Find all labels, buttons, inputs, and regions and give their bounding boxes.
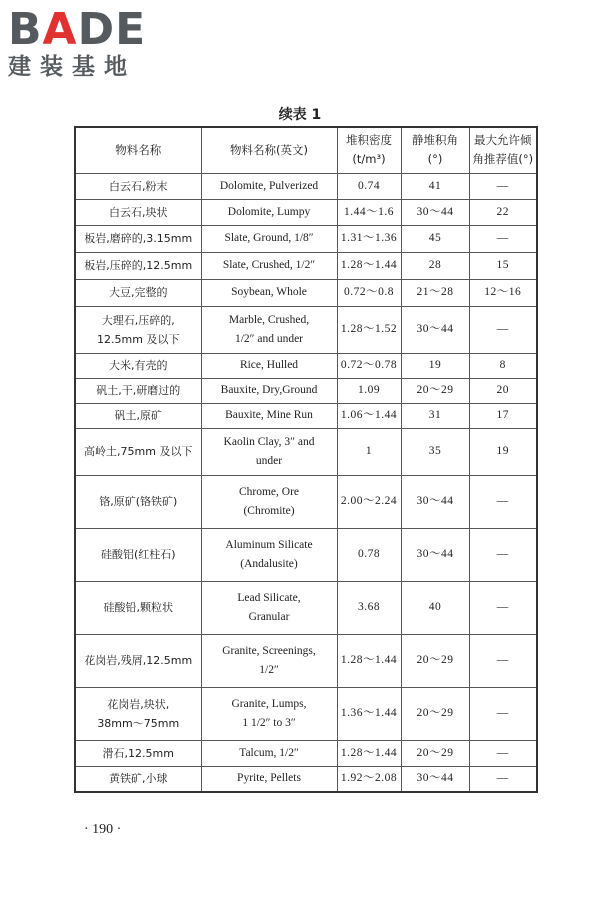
cell-name-en xyxy=(201,173,337,199)
cell-name-en-line: (Andalusite) xyxy=(240,557,298,570)
cell-name-cn xyxy=(75,428,201,475)
cell-density: 1.09 xyxy=(337,378,401,403)
cell-max-incline: 12～16 xyxy=(469,279,537,306)
cell-name-cn xyxy=(75,528,201,581)
cell-name-en xyxy=(201,306,337,353)
cell-name-en xyxy=(201,353,337,378)
cell-density: 3.68 xyxy=(337,581,401,634)
table-row xyxy=(75,634,537,687)
cell-name-en-line: Slate, Crushed, 1/2″ xyxy=(222,259,316,271)
table-row xyxy=(75,252,537,279)
table-row xyxy=(75,475,537,528)
cell-name-cn-line: 板岩,压碎的,12.5mm xyxy=(84,259,193,272)
cell-name-en-line: Kaolin Clay, 3″ and xyxy=(223,435,315,448)
cell-name-cn xyxy=(75,252,201,279)
cell-max-incline: — xyxy=(469,581,537,634)
brand-logo xyxy=(8,6,178,80)
cell-name-en xyxy=(201,687,337,740)
cell-repose-angle: 40 xyxy=(401,581,469,634)
header-angle-line1: 静堆积角 xyxy=(412,133,458,148)
cell-name-en-line: Dolomite, Pulverized xyxy=(219,179,319,192)
cell-name-cn xyxy=(75,634,201,687)
table-row xyxy=(75,173,537,199)
cell-name-en xyxy=(201,766,337,792)
cell-name-cn-line: 白云石,粉末 xyxy=(109,179,168,193)
cell-name-en-line: Dolomite, Lumpy xyxy=(227,205,311,218)
cell-max-incline: — xyxy=(469,634,537,687)
cell-name-en-line: Chrome, Ore xyxy=(238,485,300,498)
cell-name-en-line: Rice, Hulled xyxy=(239,359,299,371)
cell-density: 1.31～1.36 xyxy=(337,225,401,252)
cell-name-en xyxy=(201,581,337,634)
material-properties-table xyxy=(74,126,538,793)
cell-repose-angle: 20～29 xyxy=(401,687,469,740)
cell-name-en-line: Lead Silicate, xyxy=(237,591,301,604)
cell-max-incline: 8 xyxy=(469,353,537,378)
cell-name-cn xyxy=(75,740,201,766)
cell-name-en xyxy=(201,528,337,581)
cell-name-en xyxy=(201,279,337,306)
cell-name-cn-line: 矾土,原矿 xyxy=(114,409,162,422)
table-row xyxy=(75,199,537,225)
cell-name-cn xyxy=(75,687,201,740)
cell-max-incline: — xyxy=(469,306,537,353)
table-row xyxy=(75,428,537,475)
cell-max-incline: 19 xyxy=(469,428,537,475)
cell-name-cn xyxy=(75,199,201,225)
cell-name-en-line: Granite, Lumps, xyxy=(231,697,307,710)
table-row xyxy=(75,687,537,740)
cell-max-incline: 17 xyxy=(469,403,537,428)
cell-name-cn xyxy=(75,173,201,199)
cell-name-en-line: Slate, Ground, 1/8″ xyxy=(224,232,314,244)
table-title: 续表 1 xyxy=(278,107,322,123)
cell-density: 1.44～1.6 xyxy=(337,199,401,225)
logo-wordmark xyxy=(8,6,178,54)
cell-name-cn-line: 硅酸铝(红柱石) xyxy=(100,548,176,561)
table-row xyxy=(75,740,537,766)
cell-max-incline: — xyxy=(469,173,537,199)
cell-name-en xyxy=(201,740,337,766)
cell-density: 0.72～0.8 xyxy=(337,279,401,306)
logo-letter-a: A xyxy=(42,4,78,55)
header-incline-line2: 角推荐值(°) xyxy=(472,152,534,167)
cell-name-cn-line: 滑石,12.5mm xyxy=(102,746,174,760)
cell-repose-angle: 35 xyxy=(401,428,469,475)
cell-density: 1.28～1.44 xyxy=(337,634,401,687)
table-row xyxy=(75,403,537,428)
header-name-en: 物料名称(英文) xyxy=(201,127,337,173)
cell-name-en-line: (Chromite) xyxy=(243,504,295,517)
cell-name-en-line: 1/2″ xyxy=(259,663,279,676)
cell-name-en-line: Granite, Screenings, xyxy=(222,644,316,657)
table-row xyxy=(75,766,537,792)
cell-name-cn xyxy=(75,378,201,403)
table-row xyxy=(75,353,537,378)
cell-name-en-line: Bauxite, Dry,Ground xyxy=(220,384,318,396)
page-number: · 190 · xyxy=(84,822,122,837)
cell-name-en xyxy=(201,199,337,225)
cell-name-en xyxy=(201,634,337,687)
cell-name-en xyxy=(201,252,337,279)
cell-name-en-line: 1/2″ and under xyxy=(234,332,304,345)
cell-repose-angle: 20～29 xyxy=(401,740,469,766)
table-row xyxy=(75,581,537,634)
cell-name-cn xyxy=(75,403,201,428)
cell-name-cn xyxy=(75,353,201,378)
cell-density: 1.06～1.44 xyxy=(337,403,401,428)
cell-max-incline: — xyxy=(469,766,537,792)
cell-max-incline: 20 xyxy=(469,378,537,403)
logo-subtitle: 建装基地 xyxy=(8,54,136,80)
cell-density: 1.28～1.52 xyxy=(337,306,401,353)
cell-density: 1.92～2.08 xyxy=(337,766,401,792)
cell-density: 1.28～1.44 xyxy=(337,740,401,766)
header-repose-angle xyxy=(401,127,469,173)
cell-name-cn xyxy=(75,475,201,528)
cell-repose-angle: 19 xyxy=(401,353,469,378)
cell-repose-angle: 20～29 xyxy=(401,634,469,687)
cell-repose-angle: 20～29 xyxy=(401,378,469,403)
logo-letters-de: DE xyxy=(77,4,147,55)
header-angle-line2: (°) xyxy=(427,152,443,167)
cell-name-cn xyxy=(75,306,201,353)
cell-name-cn-line: 高岭土,75mm 及以下 xyxy=(84,445,193,458)
cell-repose-angle: 28 xyxy=(401,252,469,279)
cell-repose-angle: 30～44 xyxy=(401,199,469,225)
cell-density: 2.00～2.24 xyxy=(337,475,401,528)
header-max-incline xyxy=(469,127,537,173)
cell-name-en xyxy=(201,225,337,252)
cell-repose-angle: 30～44 xyxy=(401,766,469,792)
header-density-line2: (t/m³) xyxy=(352,152,386,167)
cell-repose-angle: 30～44 xyxy=(401,528,469,581)
cell-name-en-line: 1 1/2″ to 3″ xyxy=(242,716,296,729)
header-incline-line1: 最大允许倾 xyxy=(474,133,532,148)
cell-density: 0.74 xyxy=(337,173,401,199)
cell-name-cn-line: 矾土,干,研磨过的 xyxy=(96,384,181,397)
cell-name-en xyxy=(201,475,337,528)
cell-density: 0.78 xyxy=(337,528,401,581)
header-density-line1: 堆积密度 xyxy=(346,133,392,148)
table-row xyxy=(75,378,537,403)
cell-name-cn-line: 大豆,完整的 xyxy=(109,286,168,299)
cell-name-en xyxy=(201,403,337,428)
cell-name-en-line: Marble, Crushed, xyxy=(228,313,310,326)
cell-name-en-line: Pyrite, Pellets xyxy=(237,772,301,785)
cell-density: 0.72～0.78 xyxy=(337,353,401,378)
cell-repose-angle: 45 xyxy=(401,225,469,252)
table-row xyxy=(75,225,537,252)
cell-name-cn-line: 大理石,压碎的, xyxy=(101,313,175,327)
cell-name-cn-line: 12.5mm 及以下 xyxy=(97,332,180,346)
cell-name-cn xyxy=(75,279,201,306)
cell-name-en-line: Aluminum Silicate xyxy=(225,538,313,551)
cell-max-incline: — xyxy=(469,528,537,581)
cell-repose-angle: 30～44 xyxy=(401,475,469,528)
cell-max-incline: 15 xyxy=(469,252,537,279)
cell-name-cn-line: 花岗岩,块状, xyxy=(107,697,170,711)
cell-density: 1.36～1.44 xyxy=(337,687,401,740)
cell-name-cn-line: 硅酸铅,颗粒状 xyxy=(103,601,173,614)
cell-name-en-line: under xyxy=(255,454,283,467)
cell-name-cn-line: 大米,有壳的 xyxy=(109,359,168,372)
cell-name-cn xyxy=(75,766,201,792)
table-body xyxy=(75,173,537,792)
cell-name-cn-line: 白云石,块状 xyxy=(109,205,168,219)
cell-name-cn xyxy=(75,225,201,252)
cell-max-incline: — xyxy=(469,225,537,252)
header-name-cn: 物料名称 xyxy=(75,127,201,173)
header-density xyxy=(337,127,401,173)
logo-letter-b: B xyxy=(8,4,43,55)
cell-name-en-line: Granular xyxy=(248,610,290,623)
cell-max-incline: 22 xyxy=(469,199,537,225)
cell-repose-angle: 30～44 xyxy=(401,306,469,353)
cell-repose-angle: 21～28 xyxy=(401,279,469,306)
table-header-row xyxy=(75,127,537,173)
cell-max-incline: — xyxy=(469,740,537,766)
cell-name-en-line: Soybean, Whole xyxy=(231,286,307,298)
cell-name-en xyxy=(201,428,337,475)
cell-repose-angle: 41 xyxy=(401,173,469,199)
cell-repose-angle: 31 xyxy=(401,403,469,428)
table-row xyxy=(75,306,537,353)
cell-name-cn-line: 黄铁矿,小球 xyxy=(109,772,168,786)
cell-name-en-line: Talcum, 1/2″ xyxy=(239,746,299,759)
cell-name-cn-line: 花岗岩,残屑,12.5mm xyxy=(84,654,193,667)
cell-max-incline: — xyxy=(469,475,537,528)
cell-name-en xyxy=(201,378,337,403)
cell-name-cn-line: 铬,原矿(铬铁矿) xyxy=(99,495,178,508)
cell-name-en-line: Bauxite, Mine Run xyxy=(225,409,313,421)
cell-max-incline: — xyxy=(469,687,537,740)
cell-name-cn-line: 板岩,磨碎的,3.15mm xyxy=(84,232,193,245)
table-row xyxy=(75,528,537,581)
table-row xyxy=(75,279,537,306)
cell-density: 1 xyxy=(337,428,401,475)
cell-name-cn xyxy=(75,581,201,634)
cell-density: 1.28～1.44 xyxy=(337,252,401,279)
cell-name-cn-line: 38mm～75mm xyxy=(97,716,180,730)
